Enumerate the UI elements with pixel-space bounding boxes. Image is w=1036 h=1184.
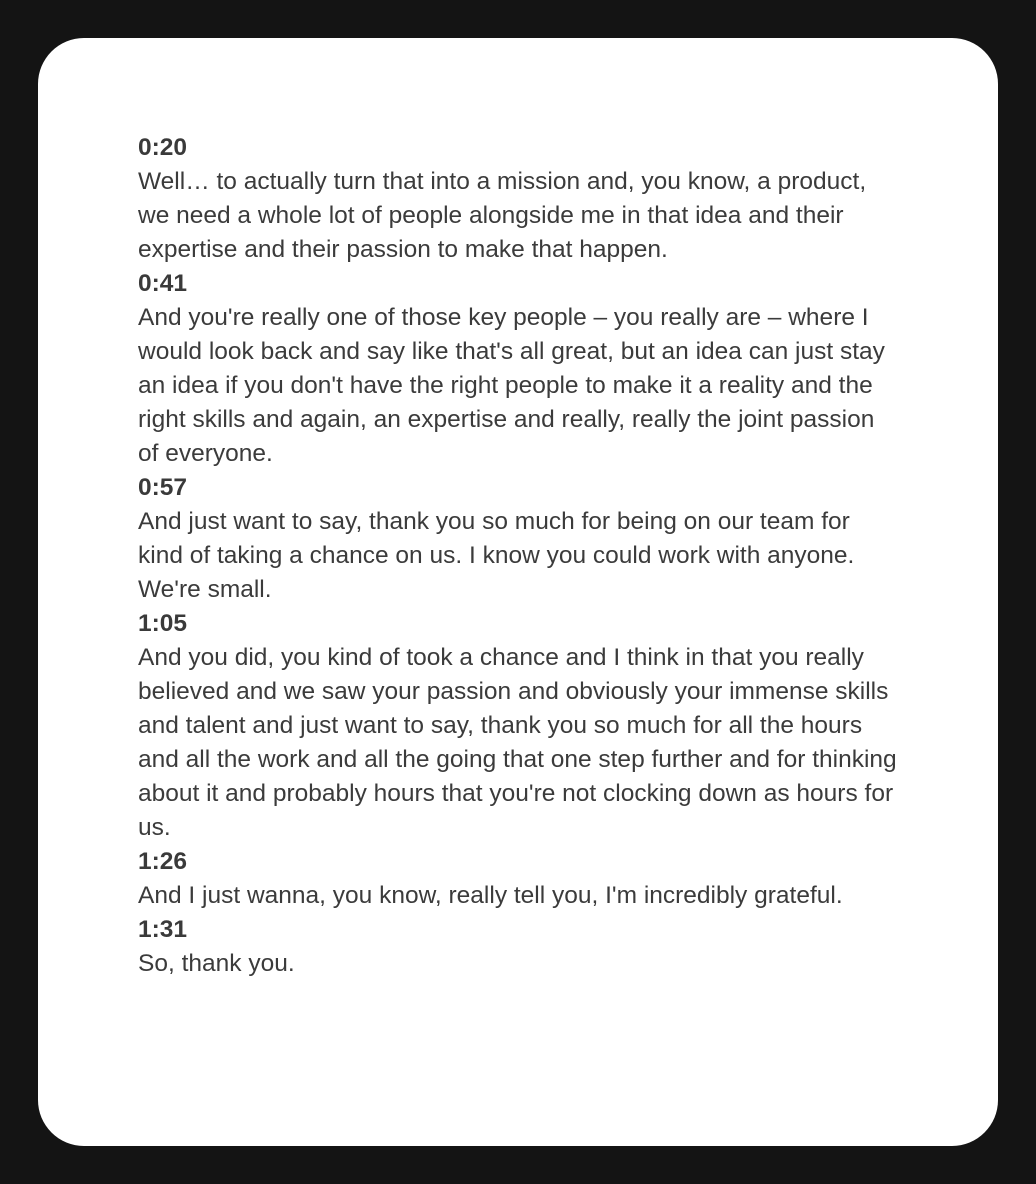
segment-text: And I just wanna, you know, really tell you, I'm incredibly grateful. [138,882,843,909]
transcript-segment [138,845,898,913]
timestamp: 0:57 [138,474,188,501]
transcript-segment [138,131,898,267]
segment-text: Well… to actually turn that into a mission and, you know, a product, we need a whole lot of people alongside me in that idea and their expertise and their passion to make that happen. [138,168,867,263]
transcript-segment [138,607,898,845]
segment-text: So, thank you. [138,950,295,977]
timestamp: 1:26 [138,848,188,875]
timestamp: 1:05 [138,610,188,637]
timestamp: 0:41 [138,270,188,297]
segment-text: And you're really one of those key people – you really are – where I would look back and say like that's all great, but an idea can just stay an idea if you don't have the right people to make it a reality and the right skills and again, an expertise and really, really the joint passion of everyone. [138,304,885,467]
transcript-segment [138,471,898,607]
transcript-segment [138,267,898,471]
segment-text: And just want to say, thank you so much for being on our team for kind of taking a chance on us. I know you could work with anyone. We're small. [138,508,855,603]
segment-text: And you did, you kind of took a chance and I think in that you really believed and we saw your passion and obviously your immense skills and talent and just want to say, thank you so much for all the hours and all the work and all the going that one step further and for thinking about it and probably hours that you're not clocking down as hours for us. [138,644,897,841]
timestamp: 1:31 [138,916,188,943]
transcript-segment [138,913,898,981]
transcript-card [38,38,998,1146]
transcript [138,131,898,981]
timestamp: 0:20 [138,134,188,161]
